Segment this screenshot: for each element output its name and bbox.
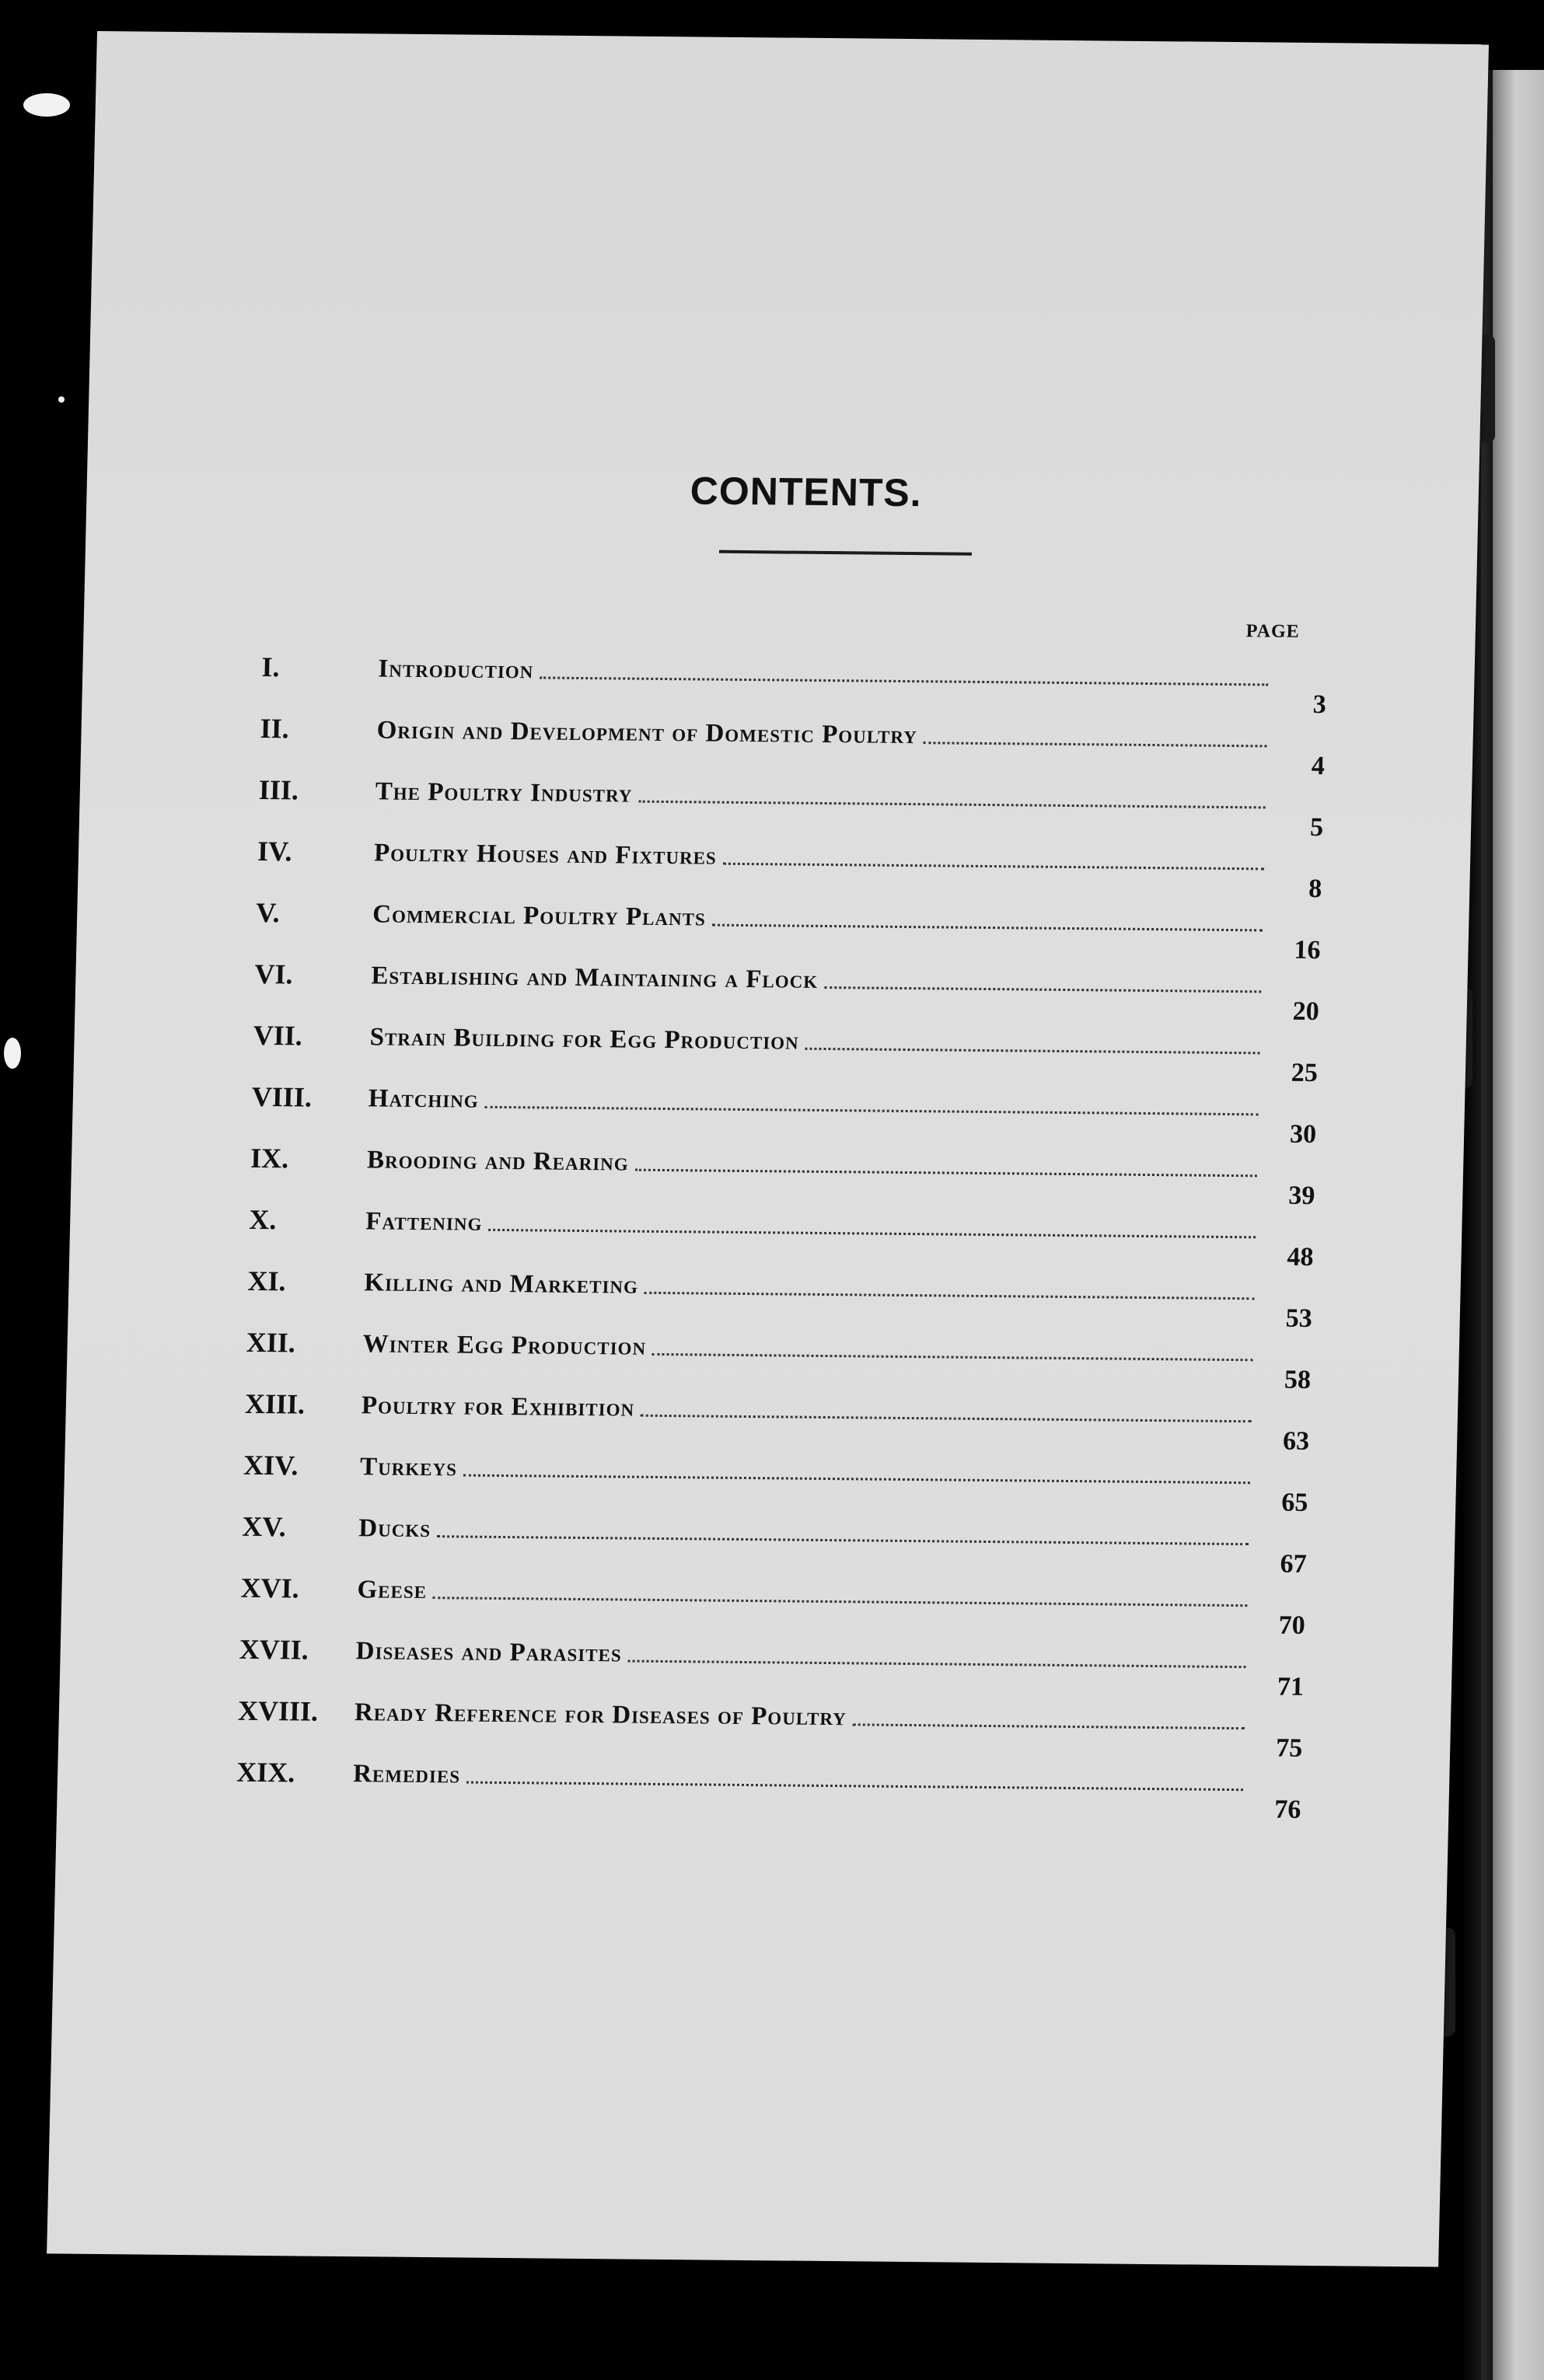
- toc-entry-number: XIV.: [243, 1449, 299, 1481]
- toc-entry: [69, 1202, 1462, 1272]
- toc-entry: [57, 1754, 1450, 1822]
- toc-entry-page-number: 25: [1291, 1058, 1319, 1088]
- toc-entry-page-number: 75: [1275, 1733, 1303, 1763]
- toc-entry-page-number: 16: [1294, 935, 1321, 965]
- toc-entry: [68, 1263, 1461, 1331]
- toc-entry: [62, 1509, 1455, 1579]
- toc-entry: [78, 833, 1471, 904]
- toc-entry: [58, 1693, 1451, 1761]
- toc-entry-title: Strain Building for Egg Production: [369, 1023, 800, 1056]
- toc-entry-title: Poultry Houses and Fixtures: [373, 839, 718, 871]
- toc-entry-page-number: 53: [1285, 1303, 1313, 1333]
- toc-entry-title: Fattening: [365, 1207, 483, 1237]
- toc-entry-title: The Poultry Industry: [375, 777, 633, 808]
- toc-entry-page-number: 48: [1287, 1242, 1314, 1272]
- toc-leader-dots: [644, 1292, 1254, 1300]
- toc-entry-number: VII.: [253, 1019, 303, 1052]
- toc-entry: [65, 1386, 1458, 1456]
- toc-entry-number: I.: [261, 651, 280, 683]
- scan-speck: [4, 1038, 21, 1069]
- toc-entry-page-number: 71: [1277, 1672, 1305, 1701]
- toc-entry-title: Turkeys: [359, 1453, 458, 1482]
- toc-entry-title: Hatching: [368, 1084, 480, 1114]
- toc-entry-number: XVIII.: [237, 1694, 319, 1727]
- toc-entry: [74, 1017, 1467, 1088]
- page-column-label: PAGE: [1245, 621, 1300, 642]
- toc-entry-number: XVI.: [240, 1572, 300, 1604]
- toc-entry-number: IV.: [257, 835, 292, 867]
- toc-leader-dots: [824, 986, 1261, 993]
- toc-entry-page-number: 70: [1278, 1611, 1306, 1640]
- toc-entry-number: VIII.: [251, 1080, 313, 1113]
- toc-entry-title: Poultry for Exhibition: [361, 1391, 635, 1422]
- toc-entry-title: Killing and Marketing: [364, 1269, 639, 1300]
- toc-entry-page-number: 76: [1273, 1795, 1301, 1824]
- toc-leader-dots: [432, 1597, 1247, 1607]
- toc-leader-dots: [923, 742, 1266, 747]
- toc-entry: [72, 1079, 1465, 1150]
- toc-entry-page-number: 4: [1311, 751, 1326, 781]
- scan-speck: [58, 396, 65, 403]
- toc-leader-dots: [723, 863, 1264, 871]
- toc-entry-page-number: 65: [1280, 1488, 1308, 1517]
- toc-entry-page-number: 58: [1284, 1365, 1312, 1394]
- toc-entry-page-number: 67: [1280, 1549, 1307, 1579]
- toc-entry-number: XIX.: [236, 1756, 295, 1788]
- scan-speck: [23, 93, 70, 117]
- toc-entry: [60, 1631, 1453, 1699]
- toc-entry-number: XII.: [246, 1326, 296, 1359]
- toc-entry-title: Establishing and Maintaining a Flock: [371, 961, 819, 994]
- toc-entry: [67, 1324, 1460, 1392]
- toc-leader-dots: [639, 801, 1266, 809]
- toc-entry-number: IX.: [250, 1142, 289, 1174]
- toc-entry-title: Geese: [357, 1576, 428, 1605]
- toc-entry-page-number: 30: [1289, 1119, 1317, 1150]
- toc-leader-dots: [540, 676, 1268, 686]
- toc-entry-number: V.: [255, 896, 281, 929]
- toc-entry-page-number: 20: [1292, 996, 1320, 1027]
- toc-entry-title: Ducks: [358, 1514, 431, 1544]
- toc-entry-number: VI.: [254, 958, 293, 990]
- toc-entry-title: Brooding and Rearing: [366, 1146, 630, 1177]
- toc-entry-number: X.: [248, 1203, 277, 1236]
- toc-entry-number: II.: [260, 713, 290, 745]
- toc-entry: [76, 895, 1469, 965]
- toc-leader-dots: [466, 1782, 1243, 1792]
- toc-leader-dots: [641, 1415, 1252, 1423]
- toc-leader-dots: [463, 1474, 1250, 1485]
- toc-entry: [75, 956, 1468, 1027]
- toc-entry: [79, 772, 1472, 843]
- toc-entry-title: Winter Egg Production: [362, 1330, 647, 1361]
- toc-leader-dots: [485, 1106, 1259, 1116]
- toc-entry-number: XIII.: [244, 1387, 306, 1420]
- toc-entry-title: Introduction: [378, 654, 534, 685]
- toc-leader-dots: [437, 1535, 1249, 1545]
- toc-entry-title: Commercial Poultry Plants: [372, 900, 707, 932]
- toc-entry-page-number: 8: [1308, 874, 1322, 904]
- toc-entry: [64, 1447, 1457, 1515]
- toc-leader-dots: [635, 1169, 1257, 1178]
- contents-page: [47, 31, 1489, 2267]
- toc-entry-number: XI.: [247, 1265, 287, 1297]
- toc-leader-dots: [853, 1723, 1245, 1729]
- table-of-contents: [83, 649, 1475, 1824]
- toc-entry: [82, 649, 1475, 720]
- toc-entry-title: Remedies: [352, 1760, 461, 1789]
- page-title: CONTENTS.: [690, 469, 923, 515]
- toc-entry-page-number: 3: [1312, 690, 1327, 720]
- toc-leader-dots: [805, 1048, 1259, 1055]
- toc-entry: [81, 710, 1474, 781]
- toc-entry: [71, 1140, 1464, 1211]
- toc-entry-title: Ready Reference for Diseases of Poultry: [354, 1698, 847, 1732]
- toc-entry-title: Diseases and Parasites: [355, 1637, 623, 1668]
- toc-entry: [61, 1570, 1454, 1638]
- toc-leader-dots: [488, 1229, 1256, 1238]
- toc-entry-number: III.: [258, 774, 299, 806]
- toc-entry-number: XV.: [241, 1510, 287, 1543]
- toc-entry-page-number: 39: [1287, 1181, 1315, 1211]
- toc-leader-dots: [651, 1353, 1252, 1361]
- toc-entry-page-number: 5: [1309, 812, 1324, 843]
- toc-entry-page-number: 63: [1282, 1426, 1310, 1456]
- toc-leader-dots: [712, 924, 1263, 932]
- toc-entry-number: XVII.: [239, 1633, 309, 1666]
- title-rule: [719, 550, 972, 556]
- toc-leader-dots: [628, 1660, 1246, 1669]
- toc-entry-title: Origin and Development of Domestic Poultry: [376, 716, 918, 750]
